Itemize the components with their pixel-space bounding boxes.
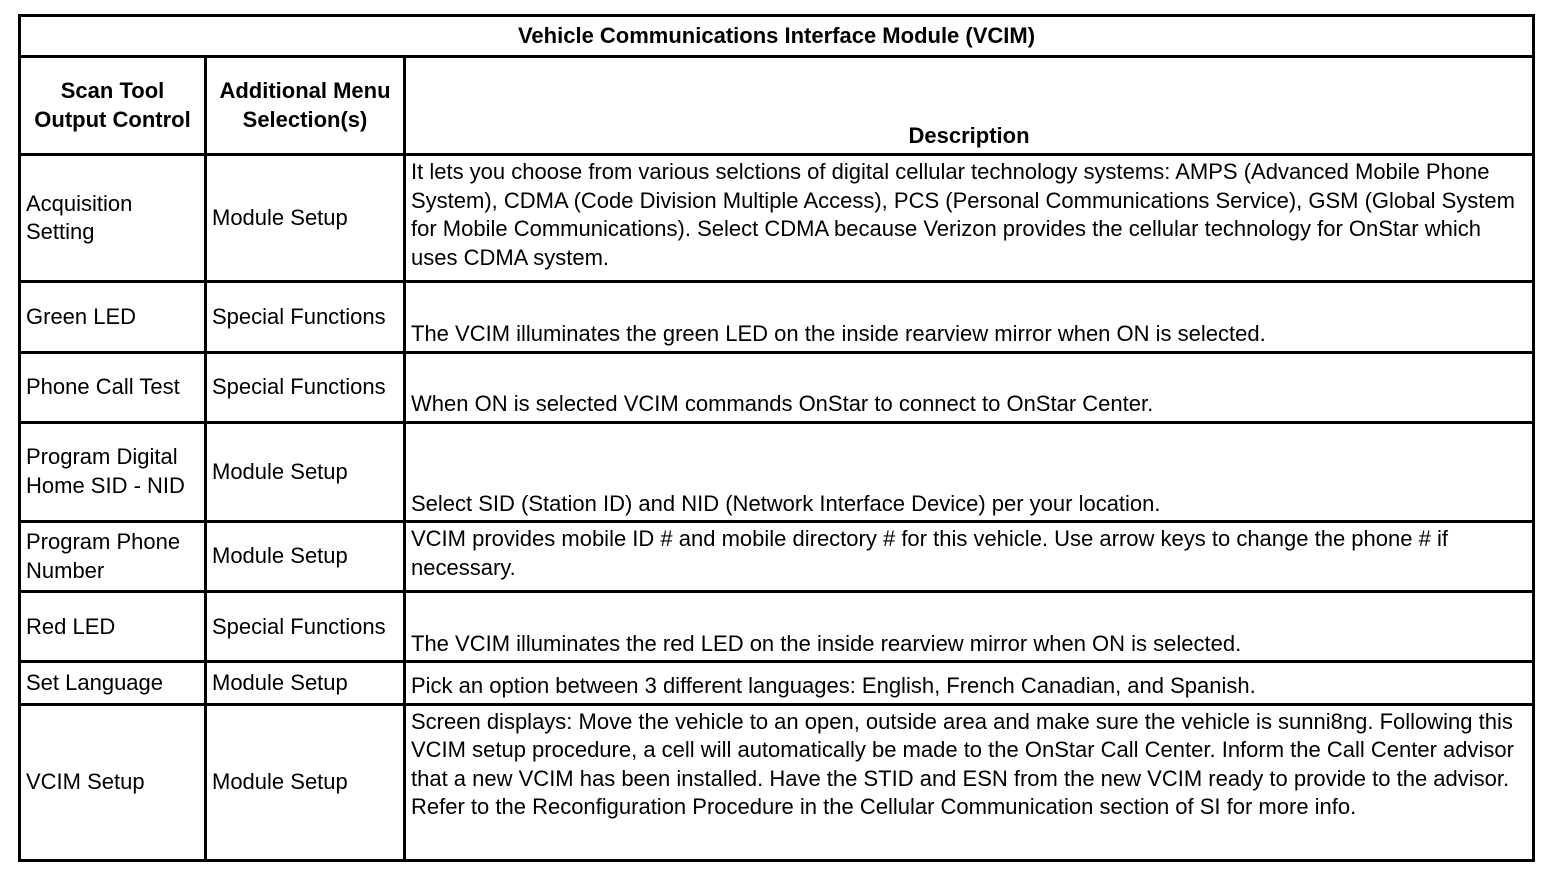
header-menu-selection: Additional Menu Selection(s) xyxy=(206,57,405,155)
header-row xyxy=(20,57,1534,155)
row-description: Select SID (Station ID) and NID (Network Interface Device) per your location. xyxy=(405,422,1534,521)
table-row xyxy=(20,155,1534,282)
table-row xyxy=(20,282,1534,352)
row-menu-selection: Module Setup xyxy=(206,155,405,282)
row-output-control: Phone Call Test xyxy=(20,352,206,422)
row-description: VCIM provides mobile ID # and mobile directory # for this vehicle. Use arrow keys to change the phone # if necessary. xyxy=(405,522,1534,592)
header-description: Description xyxy=(405,57,1534,155)
row-description: The VCIM illuminates the red LED on the inside rearview mirror when ON is selected. xyxy=(405,592,1534,662)
row-output-control: Green LED xyxy=(20,282,206,352)
row-menu-selection: Special Functions xyxy=(206,592,405,662)
row-menu-selection: Module Setup xyxy=(206,662,405,704)
row-output-control: Red LED xyxy=(20,592,206,662)
row-description: Pick an option between 3 different languages: English, French Canadian, and Spanish. xyxy=(405,662,1534,704)
row-description: When ON is selected VCIM commands OnStar to connect to OnStar Center. xyxy=(405,352,1534,422)
row-menu-selection: Special Functions xyxy=(206,282,405,352)
row-menu-selection: Special Functions xyxy=(206,352,405,422)
row-menu-selection: Module Setup xyxy=(206,704,405,861)
title-row xyxy=(20,16,1534,57)
row-menu-selection: Module Setup xyxy=(206,422,405,521)
row-output-control: Acquisition Setting xyxy=(20,155,206,282)
table-row xyxy=(20,352,1534,422)
row-output-control: VCIM Setup xyxy=(20,704,206,861)
table-row xyxy=(20,522,1534,592)
row-output-control: Set Language xyxy=(20,662,206,704)
row-output-control: Program Digital Home SID - NID xyxy=(20,422,206,521)
table-title: Vehicle Communications Interface Module (VCIM) xyxy=(20,16,1534,57)
header-output-control: Scan Tool Output Control xyxy=(20,57,206,155)
row-description: Screen displays: Move the vehicle to an open, outside area and make sure the vehicle is sunni8ng. Following this VCIM setup procedure, a cell will automatically be made to the OnStar Call Center. Inform the Call Center advisor that a new VCIM has been installed. Have the STID and ESN from the new VCIM ready to provide to the advisor. Refer to the Reconfiguration Procedure in the Cellular Communication section of SI for more info. xyxy=(405,704,1534,861)
row-description: The VCIM illuminates the green LED on the inside rearview mirror when ON is selected. xyxy=(405,282,1534,352)
row-output-control: Program Phone Number xyxy=(20,522,206,592)
row-description: It lets you choose from various selctions of digital cellular technology systems: AMPS (Advanced Mobile Phone System), CDMA (Code Division Multiple Access), PCS (Personal Communications Service), GSM (Global System for Mobile Communications). Select CDMA because Verizon provides the cellular technology for OnStar which uses CDMA system. xyxy=(405,155,1534,282)
table-row xyxy=(20,662,1534,704)
table-row xyxy=(20,422,1534,521)
table-row xyxy=(20,592,1534,662)
row-menu-selection: Module Setup xyxy=(206,522,405,592)
vcim-table xyxy=(18,14,1535,862)
table-row xyxy=(20,704,1534,861)
